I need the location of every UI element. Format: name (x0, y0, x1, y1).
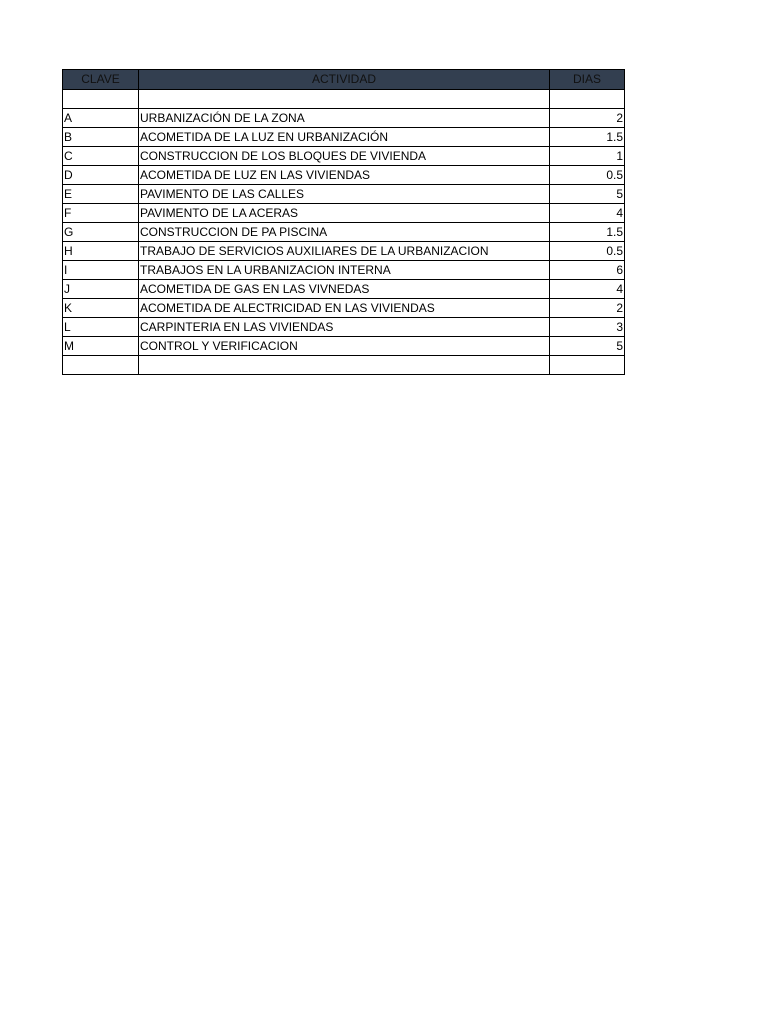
cell-actividad: PAVIMENTO DE LA ACERAS (139, 204, 550, 223)
table-row (63, 356, 625, 375)
table-row (63, 242, 625, 261)
table-row (63, 299, 625, 318)
cell-dias: 5 (550, 185, 625, 204)
cell-actividad: ACOMETIDA DE LUZ EN LAS VIVIENDAS (139, 166, 550, 185)
cell-clave: L (63, 318, 139, 337)
cell-dias: 1.5 (550, 223, 625, 242)
cell-clave: H (63, 242, 139, 261)
cell-clave: F (63, 204, 139, 223)
cell-actividad: CONSTRUCCION DE PA PISCINA (139, 223, 550, 242)
table-row (63, 166, 625, 185)
cell-actividad (139, 356, 550, 375)
cell-actividad: TRABAJO DE SERVICIOS AUXILIARES DE LA URBANIZACION (139, 242, 550, 261)
cell-actividad: ACOMETIDA DE GAS EN LAS VIVNEDAS (139, 280, 550, 299)
cell-clave: K (63, 299, 139, 318)
cell-clave: G (63, 223, 139, 242)
table-row (63, 318, 625, 337)
table-row (63, 337, 625, 356)
cell-actividad: CARPINTERIA EN LAS VIVIENDAS (139, 318, 550, 337)
cell-actividad: TRABAJOS EN LA URBANIZACION INTERNA (139, 261, 550, 280)
cell-dias (550, 90, 625, 109)
table-row (63, 128, 625, 147)
cell-dias: 6 (550, 261, 625, 280)
cell-actividad (139, 90, 550, 109)
cell-actividad: CONTROL Y VERIFICACION (139, 337, 550, 356)
cell-actividad: ACOMETIDA DE LA LUZ EN URBANIZACIÓN (139, 128, 550, 147)
table-row (63, 109, 625, 128)
activity-table (62, 69, 625, 375)
cell-clave: E (63, 185, 139, 204)
table-row (63, 147, 625, 166)
cell-dias: 2 (550, 109, 625, 128)
cell-actividad: CONSTRUCCION DE LOS BLOQUES DE VIVIENDA (139, 147, 550, 166)
cell-clave: B (63, 128, 139, 147)
header-actividad: ACTIVIDAD (139, 70, 550, 90)
cell-clave: J (63, 280, 139, 299)
cell-clave: D (63, 166, 139, 185)
cell-dias: 4 (550, 280, 625, 299)
cell-dias (550, 356, 625, 375)
cell-dias: 0.5 (550, 242, 625, 261)
table-row (63, 280, 625, 299)
header-row (63, 70, 625, 90)
cell-clave (63, 356, 139, 375)
cell-clave (63, 90, 139, 109)
cell-clave: I (63, 261, 139, 280)
header-clave: CLAVE (63, 70, 139, 90)
cell-dias: 1 (550, 147, 625, 166)
cell-dias: 3 (550, 318, 625, 337)
table-row (63, 204, 625, 223)
cell-actividad: PAVIMENTO DE LAS CALLES (139, 185, 550, 204)
cell-dias: 4 (550, 204, 625, 223)
header-dias: DIAS (550, 70, 625, 90)
cell-dias: 1.5 (550, 128, 625, 147)
cell-clave: M (63, 337, 139, 356)
cell-actividad: ACOMETIDA DE ALECTRICIDAD EN LAS VIVIENDAS (139, 299, 550, 318)
table-row (63, 90, 625, 109)
cell-clave: C (63, 147, 139, 166)
table-row (63, 223, 625, 242)
cell-dias: 2 (550, 299, 625, 318)
cell-dias: 5 (550, 337, 625, 356)
table-row (63, 185, 625, 204)
cell-dias: 0.5 (550, 166, 625, 185)
table-row (63, 261, 625, 280)
cell-actividad: URBANIZACIÓN DE LA ZONA (139, 109, 550, 128)
cell-clave: A (63, 109, 139, 128)
